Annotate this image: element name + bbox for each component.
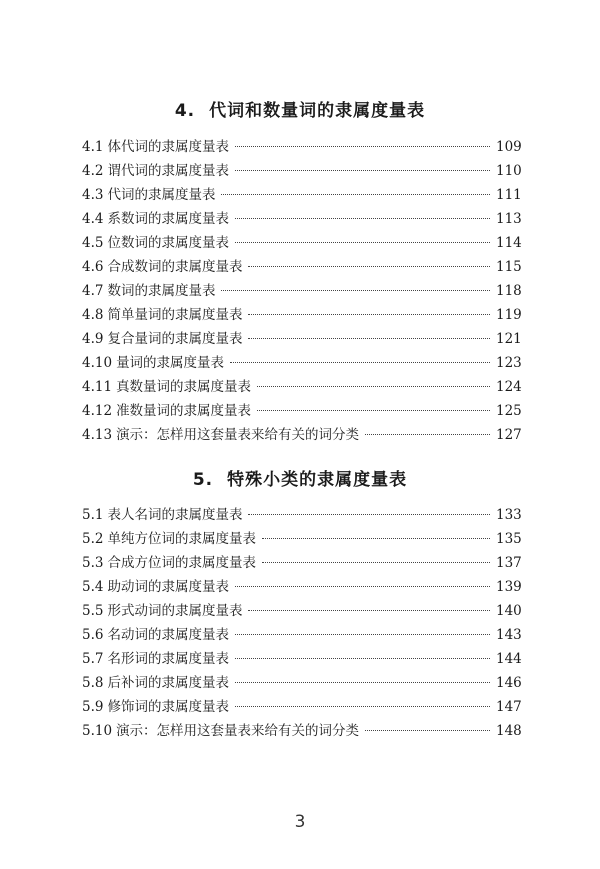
section-5-toc <box>82 503 522 743</box>
toc-entry-page: 110 <box>496 163 522 179</box>
section-5-heading <box>0 465 600 490</box>
toc-entry[interactable] <box>82 527 522 551</box>
toc-entry-title: 系数词的隶属度量表 <box>107 211 229 227</box>
toc-entry-number: 5.4 <box>82 579 104 595</box>
toc-entry[interactable] <box>82 623 522 647</box>
toc-entry[interactable] <box>82 303 522 327</box>
dot-leader <box>235 218 490 219</box>
toc-entry-page: 146 <box>496 675 522 691</box>
toc-entry-page: 127 <box>496 427 522 443</box>
toc-entry-title: 准数量词的隶属度量表 <box>116 403 252 419</box>
toc-entry[interactable] <box>82 135 522 159</box>
toc-entry-page: 135 <box>496 531 522 547</box>
toc-entry[interactable] <box>82 423 522 447</box>
toc-entry-page: 115 <box>496 259 522 275</box>
page-number: 3 <box>294 812 306 832</box>
toc-entry-number: 5.9 <box>82 699 104 715</box>
toc-entry-title: 助动词的隶属度量表 <box>107 579 229 595</box>
toc-entry-number: 4.4 <box>82 211 104 227</box>
toc-entry-number: 4.6 <box>82 259 104 275</box>
toc-entry-page: 143 <box>496 627 522 643</box>
toc-entry-number: 5.5 <box>82 603 104 619</box>
toc-entry-title: 位数词的隶属度量表 <box>107 235 229 251</box>
dot-leader <box>262 562 490 563</box>
dot-leader <box>235 170 490 171</box>
toc-entry[interactable] <box>82 719 522 743</box>
toc-entry-title: 体代词的隶属度量表 <box>107 139 229 155</box>
dot-leader <box>230 362 490 363</box>
dot-leader <box>248 314 490 315</box>
toc-entry-page: 114 <box>496 235 522 251</box>
toc-entry-title: 演示：怎样用这套量表来给有关的词分类 <box>116 427 360 443</box>
section-number: 4. <box>174 101 196 121</box>
toc-entry-number: 4.2 <box>82 163 104 179</box>
toc-entry-number: 5.8 <box>82 675 104 691</box>
toc-entry[interactable] <box>82 159 522 183</box>
toc-entry-number: 4.10 <box>82 355 113 371</box>
toc-entry-title: 表人名词的隶属度量表 <box>107 507 243 523</box>
dot-leader <box>221 290 490 291</box>
toc-entry[interactable] <box>82 375 522 399</box>
toc-entry-number: 4.9 <box>82 331 104 347</box>
dot-leader <box>235 682 490 683</box>
toc-entry-title: 名动词的隶属度量表 <box>107 627 229 643</box>
toc-entry-page: 148 <box>496 723 522 739</box>
toc-entry-number: 4.12 <box>82 403 113 419</box>
toc-entry-title: 复合量词的隶属度量表 <box>107 331 243 347</box>
dot-leader <box>262 538 490 539</box>
toc-entry-title: 后补词的隶属度量表 <box>107 675 229 691</box>
toc-entry-page: 137 <box>496 555 522 571</box>
toc-entry[interactable] <box>82 503 522 527</box>
toc-entry-number: 4.5 <box>82 235 104 251</box>
toc-entry[interactable] <box>82 207 522 231</box>
toc-entry-number: 5.1 <box>82 507 104 523</box>
toc-entry-page: 109 <box>496 139 522 155</box>
toc-entry-title: 演示：怎样用这套量表来给有关的词分类 <box>116 723 360 739</box>
dot-leader <box>235 146 490 147</box>
dot-leader <box>365 434 490 435</box>
toc-entry-page: 140 <box>496 603 522 619</box>
toc-entry[interactable] <box>82 399 522 423</box>
dot-leader <box>248 266 490 267</box>
toc-entry[interactable] <box>82 327 522 351</box>
toc-entry-number: 4.1 <box>82 139 104 155</box>
toc-entry-number: 5.2 <box>82 531 104 547</box>
toc-entry-number: 5.10 <box>82 723 113 739</box>
toc-entry-number: 4.13 <box>82 427 113 443</box>
section-title: 代词和数量词的隶属度量表 <box>209 101 426 121</box>
dot-leader <box>257 386 490 387</box>
toc-entry[interactable] <box>82 647 522 671</box>
toc-entry-title: 形式动词的隶属度量表 <box>107 603 243 619</box>
section-4-heading <box>0 96 600 121</box>
dot-leader <box>221 194 490 195</box>
toc-entry-page: 144 <box>496 651 522 667</box>
toc-entry[interactable] <box>82 279 522 303</box>
toc-entry-page: 147 <box>496 699 522 715</box>
toc-entry[interactable] <box>82 575 522 599</box>
toc-entry-title: 合成方位词的隶属度量表 <box>107 555 256 571</box>
toc-entry-page: 133 <box>496 507 522 523</box>
toc-entry-page: 123 <box>496 355 522 371</box>
toc-entry[interactable] <box>82 183 522 207</box>
toc-entry[interactable] <box>82 695 522 719</box>
dot-leader <box>235 658 490 659</box>
toc-entry-title: 数词的隶属度量表 <box>107 283 216 299</box>
toc-entry-number: 5.7 <box>82 651 104 667</box>
toc-entry-page: 124 <box>496 379 522 395</box>
toc-entry-title: 代词的隶属度量表 <box>107 187 216 203</box>
toc-entry-page: 125 <box>496 403 522 419</box>
section-title: 特殊小类的隶属度量表 <box>227 470 408 490</box>
toc-entry[interactable] <box>82 231 522 255</box>
toc-entry-page: 111 <box>496 187 522 203</box>
toc-entry-page: 119 <box>496 307 522 323</box>
toc-entry-number: 5.3 <box>82 555 104 571</box>
toc-entry-page: 139 <box>496 579 522 595</box>
toc-entry[interactable] <box>82 551 522 575</box>
toc-entry-title: 修饰词的隶属度量表 <box>107 699 229 715</box>
toc-entry-number: 4.8 <box>82 307 104 323</box>
dot-leader <box>248 610 490 611</box>
toc-entry-page: 113 <box>496 211 522 227</box>
toc-entry-number: 5.6 <box>82 627 104 643</box>
dot-leader <box>257 410 490 411</box>
section-4-toc <box>82 135 522 447</box>
dot-leader <box>235 242 490 243</box>
toc-entry[interactable] <box>82 671 522 695</box>
toc-entry-page: 118 <box>496 283 522 299</box>
toc-entry-title: 简单量词的隶属度量表 <box>107 307 243 323</box>
toc-entry-title: 名形词的隶属度量表 <box>107 651 229 667</box>
toc-entry-title: 谓代词的隶属度量表 <box>107 163 229 179</box>
toc-entry-title: 合成数词的隶属度量表 <box>107 259 243 275</box>
dot-leader <box>248 514 490 515</box>
dot-leader <box>235 586 490 587</box>
toc-entry-title: 真数量词的隶属度量表 <box>116 379 252 395</box>
dot-leader <box>235 634 490 635</box>
toc-entry-number: 4.3 <box>82 187 104 203</box>
toc-entry[interactable] <box>82 351 522 375</box>
toc-entry-number: 4.11 <box>82 379 113 395</box>
toc-entry-number: 4.7 <box>82 283 104 299</box>
toc-entry[interactable] <box>82 255 522 279</box>
dot-leader <box>365 730 490 731</box>
toc-entry-title: 单纯方位词的隶属度量表 <box>107 531 256 547</box>
toc-entry-page: 121 <box>496 331 522 347</box>
toc-entry-title: 量词的隶属度量表 <box>116 355 225 371</box>
toc-entry[interactable] <box>82 599 522 623</box>
dot-leader <box>248 338 490 339</box>
dot-leader <box>235 706 490 707</box>
section-number: 5. <box>192 470 214 490</box>
